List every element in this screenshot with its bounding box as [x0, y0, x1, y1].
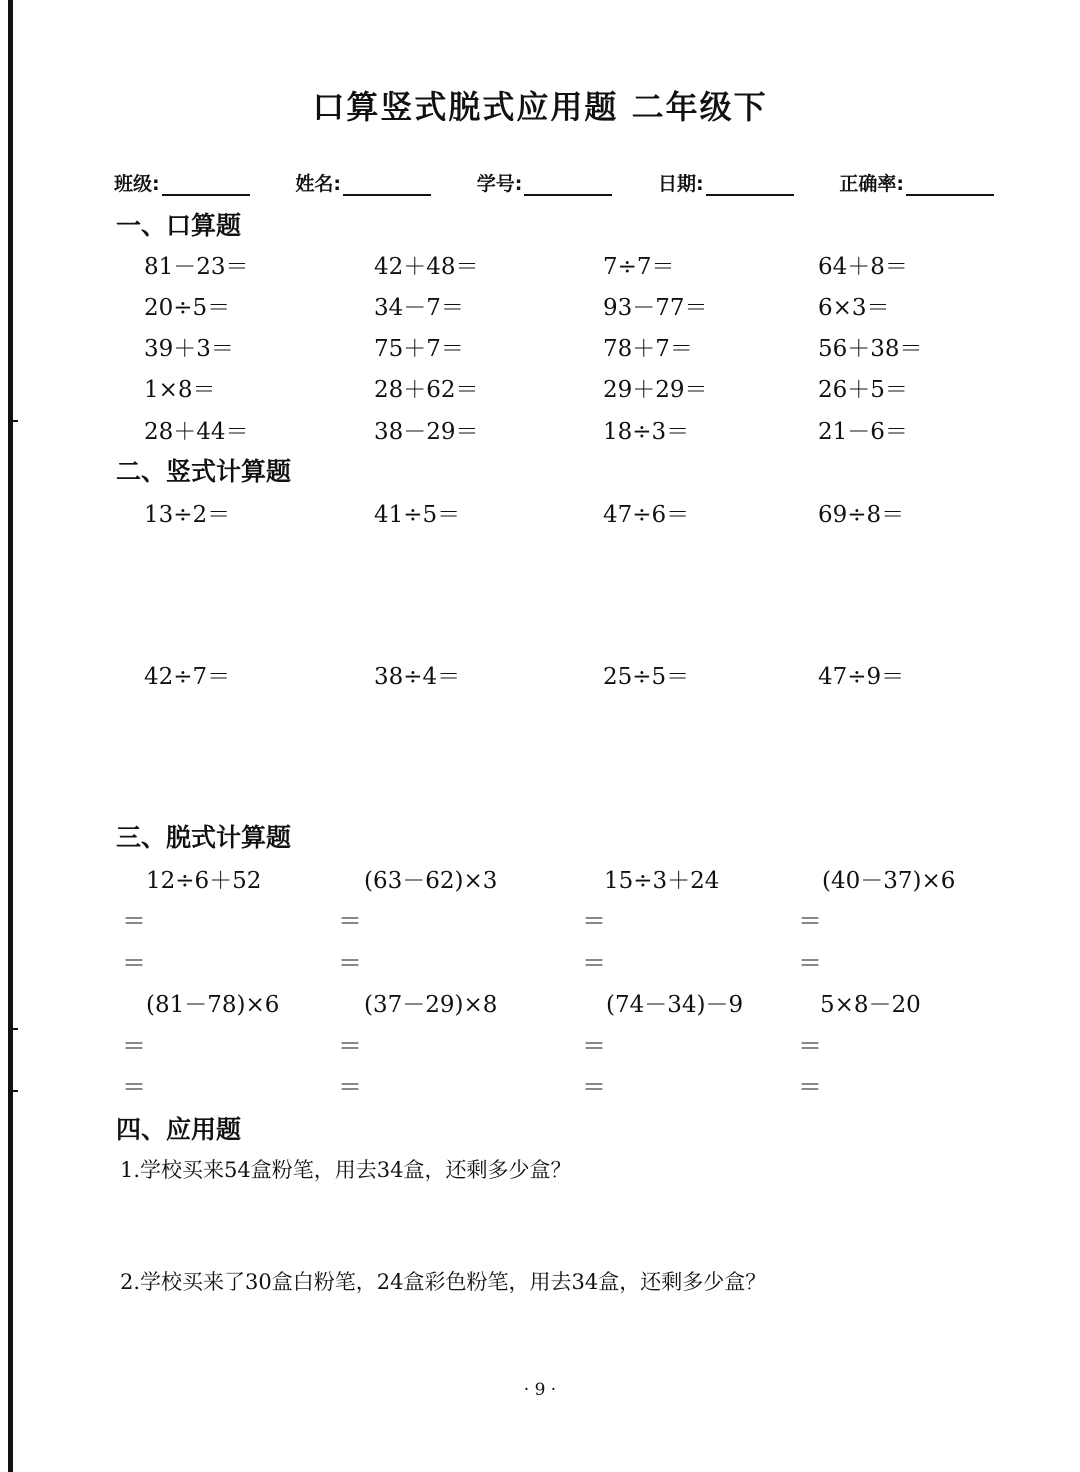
stepwise-problem: (81－78)×6: [146, 992, 280, 1018]
binding-mark: [12, 1090, 18, 1092]
oral-problem: 29＋29＝: [603, 377, 708, 403]
section-vertical-heading: 二、竖式计算题: [116, 457, 292, 486]
oral-problem: 93－77＝: [603, 295, 708, 321]
equals-sign: ＝: [122, 949, 146, 977]
oral-problem: 81－23＝: [144, 254, 249, 280]
stepwise-problem: (74－34)－9: [606, 992, 744, 1018]
stepwise-problem: 5×8－20: [820, 992, 921, 1018]
equals-sign: ＝: [338, 1032, 362, 1060]
date-blank[interactable]: [706, 170, 794, 196]
oral-problem: 42＋48＝: [374, 254, 479, 280]
vertical-problem: 42÷7＝: [144, 664, 231, 690]
section-oral-heading: 一、口算题: [116, 211, 242, 240]
word-problem-2: 2.学校买来了30盒白粉笔，24盒彩色粉笔，用去34盒，还剩多少盒？: [120, 1270, 767, 1294]
vertical-problem: 47÷6＝: [603, 502, 690, 528]
equals-sign: ＝: [582, 1032, 606, 1060]
section-stepwise-heading: 三、脱式计算题: [116, 823, 292, 852]
equals-sign: ＝: [582, 907, 606, 935]
equals-sign: ＝: [798, 1073, 822, 1101]
student-info-row: [114, 162, 994, 196]
equals-sign: ＝: [338, 907, 362, 935]
stepwise-problem: (40－37)×6: [822, 868, 956, 894]
equals-sign: ＝: [798, 1032, 822, 1060]
name-label: 姓名:: [295, 173, 341, 195]
oral-problem: 20÷5＝: [144, 295, 231, 321]
oral-problem: 18÷3＝: [603, 419, 690, 445]
stepwise-problem: (63－62)×3: [364, 868, 498, 894]
accuracy-field: [839, 162, 994, 196]
stepwise-problem: 12÷6＋52: [146, 868, 262, 894]
oral-problem: 21－6＝: [818, 419, 908, 445]
oral-problem: 28＋62＝: [374, 377, 479, 403]
accuracy-blank[interactable]: [906, 170, 994, 196]
equals-sign: ＝: [122, 907, 146, 935]
vertical-problem: 38÷4＝: [374, 664, 461, 690]
binding-mark: [12, 1028, 18, 1030]
binding-line: [8, 0, 13, 1472]
student-id-label: 学号:: [476, 173, 523, 195]
oral-problem: 28＋44＝: [144, 419, 249, 445]
oral-problem: 56＋38＝: [818, 336, 923, 362]
section-word-heading: 四、应用题: [116, 1115, 242, 1144]
oral-problem: 26＋5＝: [818, 377, 908, 403]
date-label: 日期:: [658, 173, 704, 195]
oral-problem: 6×3＝: [818, 295, 890, 321]
equals-sign: ＝: [122, 1032, 146, 1060]
binding-mark: [12, 420, 18, 422]
equals-sign: ＝: [338, 949, 362, 977]
class-field: [114, 162, 250, 196]
accuracy-label: 正确率:: [839, 173, 904, 195]
page-title: 口算竖式脱式应用题 二年级下: [312, 88, 768, 126]
stepwise-problem: (37－29)×8: [364, 992, 498, 1018]
date-field: [658, 162, 794, 196]
oral-problem: 78＋7＝: [603, 336, 693, 362]
word-problem-1: 1.学校买来54盒粉笔，用去34盒，还剩多少盒？: [120, 1158, 572, 1182]
vertical-problem: 47÷9＝: [818, 664, 905, 690]
name-field: [295, 162, 431, 196]
equals-sign: ＝: [338, 1073, 362, 1101]
stepwise-problem: 15÷3＋24: [604, 868, 720, 894]
equals-sign: ＝: [798, 949, 822, 977]
oral-problem: 39＋3＝: [144, 336, 234, 362]
student-id-field: [477, 162, 613, 196]
oral-problem: 38－29＝: [374, 419, 479, 445]
equals-sign: ＝: [122, 1073, 146, 1101]
student-id-blank[interactable]: [524, 170, 612, 196]
equals-sign: ＝: [582, 1073, 606, 1101]
page-number: · 9 ·: [523, 1380, 557, 1400]
oral-problem: 64＋8＝: [818, 254, 908, 280]
oral-problem: 34－7＝: [374, 295, 464, 321]
class-label: 班级:: [114, 173, 160, 195]
vertical-problem: 13÷2＝: [144, 502, 231, 528]
equals-sign: ＝: [582, 949, 606, 977]
vertical-problem: 69÷8＝: [818, 502, 905, 528]
name-blank[interactable]: [343, 170, 431, 196]
oral-problem: 7÷7＝: [603, 254, 675, 280]
equals-sign: ＝: [798, 907, 822, 935]
oral-problem: 75＋7＝: [374, 336, 464, 362]
vertical-problem: 25÷5＝: [603, 664, 690, 690]
class-blank[interactable]: [162, 170, 250, 196]
oral-problem: 1×8＝: [144, 377, 216, 403]
vertical-problem: 41÷5＝: [374, 502, 461, 528]
